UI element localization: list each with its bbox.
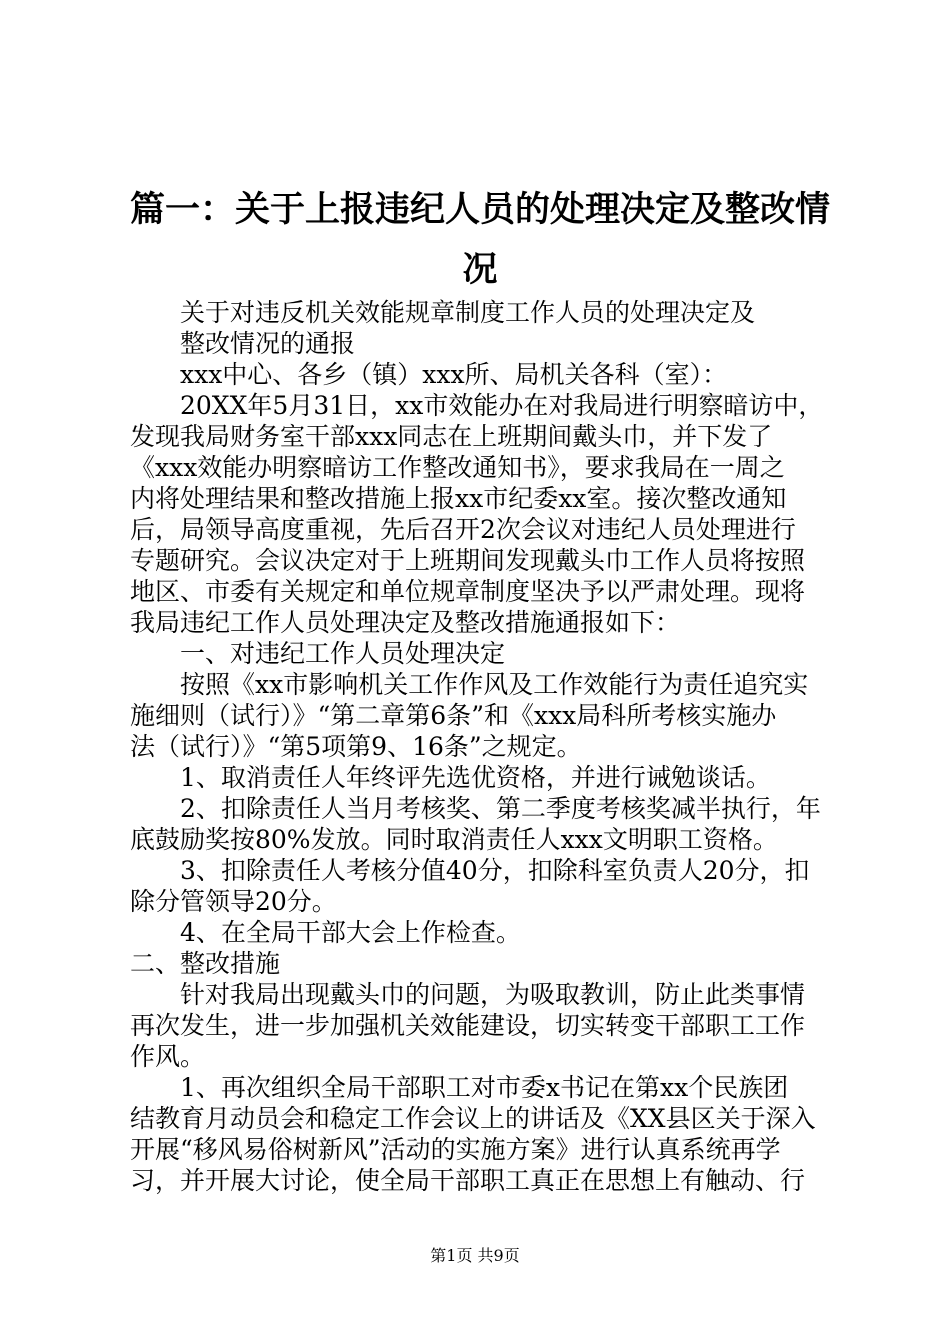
body-line: 习，并开展大讨论，使全局干部职工真正在思想上有触动、行 — [130, 1166, 806, 1195]
document-title-line-1: 篇一：关于上报违纪人员的处理决定及整改情 — [129, 189, 830, 230]
section-heading: 二、整改措施 — [130, 949, 281, 978]
body-line: xxx中心、各乡（镇）xxx所、局机关各科（室）： — [180, 360, 728, 389]
body-line: 法（试行）》“第5项第9、16条”之规定。 — [130, 732, 582, 761]
body-line: 针对我局出现戴头巾的问题，为吸取教训，防止此类事情 — [180, 980, 806, 1009]
section-heading: 一、对违纪工作人员处理决定 — [180, 639, 506, 668]
body-line: 我局违纪工作人员处理决定及整改措施通报如下： — [130, 608, 681, 637]
body-line: 内将处理结果和整改措施上报xx市纪委xx室。接次整改通知 — [130, 484, 787, 513]
body-line: 2、扣除责任人当月考核奖、第二季度考核奖减半执行，年 — [180, 794, 821, 823]
body-line: 作风。 — [130, 1042, 206, 1071]
body-line: 关于对违反机关效能规章制度工作人员的处理决定及 — [180, 298, 756, 327]
body-line: 按照《xx市影响机关工作作风及工作效能行为责任追究实 — [180, 670, 809, 699]
body-line: 除分管领导20分。 — [130, 887, 337, 916]
body-line: 1、再次组织全局干部职工对市委x书记在第xx个民族团 — [180, 1073, 789, 1102]
body-line: 4、在全局干部大会上作检查。 — [180, 918, 521, 947]
document-title-line-2: 况 — [462, 249, 498, 290]
body-line: 1、取消责任人年终评先选优资格，并进行诫勉谈话。 — [180, 763, 771, 792]
body-line: 后，局领导高度重视，先后召开2次会议对违纪人员处理进行 — [130, 515, 796, 544]
body-line: 20XX年5月31日，xx市效能办在对我局进行明察暗访中， — [180, 391, 824, 420]
body-line: 整改情况的通报 — [180, 329, 356, 358]
body-line: 地区、市委有关规定和单位规章制度坚决予以严肃处理。现将 — [130, 577, 806, 606]
body-line: 3、扣除责任人考核分值40分，扣除科室负责人20分，扣 — [180, 856, 810, 885]
body-line: 结教育月动员会和稳定工作会议上的讲话及《XX县区关于深入 — [130, 1104, 816, 1133]
page-indicator: 第1页 共9页 — [430, 1246, 520, 1265]
body-line: 《xxx效能办明察暗访工作整改通知书》，要求我局在一周之 — [130, 453, 785, 482]
body-line: 底鼓励奖按80%发放。同时取消责任人xxx文明职工资格。 — [130, 825, 778, 854]
body-line: 发现我局财务室干部xxx同志在上班期间戴头巾，并下发了 — [130, 422, 773, 451]
body-line: 再次发生，进一步加强机关效能建设，切实转变干部职工工作 — [130, 1011, 806, 1040]
body-line: 专题研究。会议决定对于上班期间发现戴头巾工作人员将按照 — [130, 546, 806, 575]
body-line: 开展“移风易俗树新风”活动的实施方案》进行认真系统再学 — [130, 1135, 781, 1164]
body-line: 施细则（试行）》“第二章第6条”和《xxx局科所考核实施办 — [130, 701, 777, 730]
